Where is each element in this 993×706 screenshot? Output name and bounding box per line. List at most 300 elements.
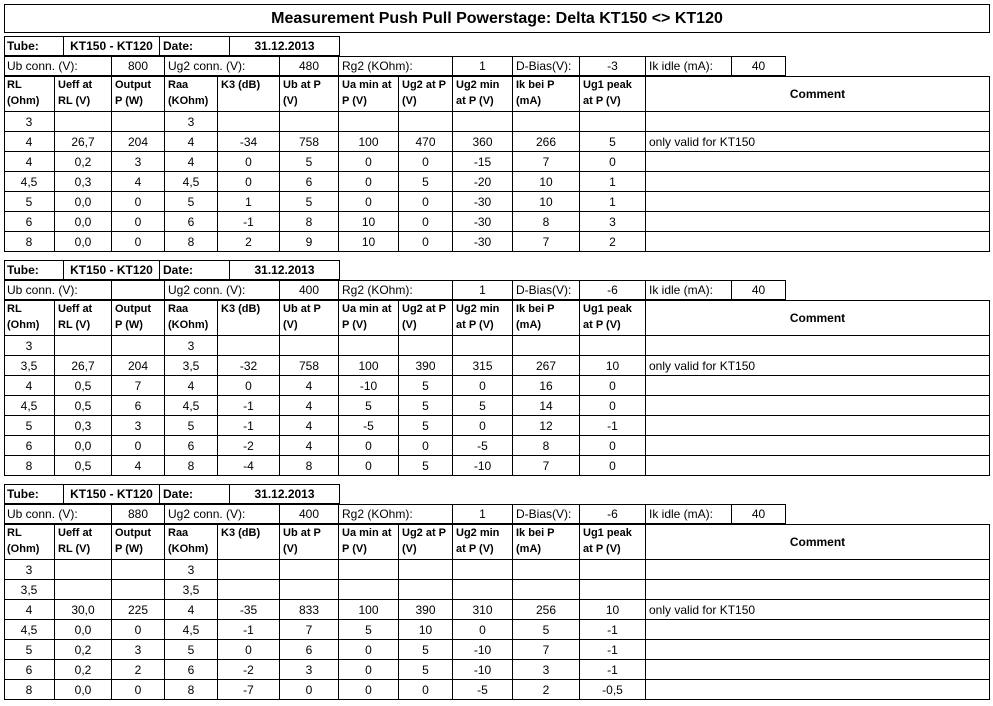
table-cell: 8 bbox=[513, 212, 580, 232]
table-cell: 2 bbox=[112, 660, 165, 680]
table-cell: 8 bbox=[165, 680, 218, 700]
column-header-line: (mA) bbox=[516, 319, 542, 331]
table-cell: -1 bbox=[218, 416, 280, 436]
column-header bbox=[339, 300, 399, 336]
table-cell: 6 bbox=[165, 436, 218, 456]
table-cell bbox=[112, 580, 165, 600]
column-header-line: (mA) bbox=[516, 95, 542, 107]
table-cell: 0 bbox=[112, 436, 165, 456]
comment-cell bbox=[646, 232, 990, 252]
column-header-line: Ik bei P bbox=[516, 303, 555, 315]
table-cell bbox=[55, 580, 112, 600]
table-cell bbox=[218, 336, 280, 356]
dbias-value: -6 bbox=[580, 280, 646, 300]
ik-idle-value: 40 bbox=[732, 56, 786, 76]
table-cell: 5 bbox=[453, 396, 513, 416]
column-header-line: (KOhm) bbox=[168, 319, 209, 331]
column-header-line: RL (V) bbox=[58, 543, 91, 555]
comment-cell bbox=[646, 456, 990, 476]
table-cell bbox=[399, 112, 453, 132]
table-cell: -10 bbox=[453, 640, 513, 660]
table-cell: -1 bbox=[580, 640, 646, 660]
table-cell: 3 bbox=[112, 152, 165, 172]
dbias-label: D-Bias(V): bbox=[513, 504, 580, 524]
column-header-line: Ug1 peak bbox=[583, 527, 632, 539]
table-cell: 0,2 bbox=[55, 660, 112, 680]
table-cell: 0 bbox=[218, 172, 280, 192]
table-cell: 310 bbox=[453, 600, 513, 620]
column-header bbox=[280, 524, 339, 560]
table-cell: 3 bbox=[513, 660, 580, 680]
table-cell: -1 bbox=[580, 416, 646, 436]
table-cell: 7 bbox=[112, 376, 165, 396]
column-header bbox=[218, 76, 280, 112]
comment-cell: only valid for KT150 bbox=[646, 600, 990, 620]
table-cell: 5 bbox=[165, 640, 218, 660]
table-cell: 833 bbox=[280, 600, 339, 620]
column-header-line: (V) bbox=[402, 95, 417, 107]
tube-value: KT150 - KT120 bbox=[64, 260, 160, 280]
table-cell: 5 bbox=[399, 376, 453, 396]
table-cell: 3 bbox=[165, 336, 218, 356]
table-cell: 6 bbox=[4, 436, 55, 456]
column-header bbox=[112, 300, 165, 336]
table-cell: -1 bbox=[580, 620, 646, 640]
table-cell: 0 bbox=[339, 456, 399, 476]
table-cell: 0,3 bbox=[55, 172, 112, 192]
table-cell bbox=[112, 336, 165, 356]
table-cell: 0,0 bbox=[55, 232, 112, 252]
table-cell: 0 bbox=[339, 172, 399, 192]
column-header-line: P (W) bbox=[115, 543, 143, 555]
table-cell: 0 bbox=[399, 212, 453, 232]
table-cell: -30 bbox=[453, 212, 513, 232]
column-header-line: P (W) bbox=[115, 95, 143, 107]
column-header-line: (KOhm) bbox=[168, 543, 209, 555]
table-cell bbox=[218, 560, 280, 580]
column-header-line: Ug2 min bbox=[456, 527, 500, 539]
table-cell: 5 bbox=[399, 456, 453, 476]
table-cell: 0 bbox=[453, 620, 513, 640]
table-cell: 0 bbox=[399, 232, 453, 252]
table-cell: 3 bbox=[4, 336, 55, 356]
table-cell: 0,2 bbox=[55, 152, 112, 172]
column-header bbox=[165, 300, 218, 336]
table-cell: -20 bbox=[453, 172, 513, 192]
column-header-line: K3 (dB) bbox=[221, 79, 261, 91]
tube-label: Tube: bbox=[4, 260, 64, 280]
tube-label: Tube: bbox=[4, 36, 64, 56]
column-header-line: at P (V) bbox=[456, 543, 494, 555]
table-cell: 390 bbox=[399, 600, 453, 620]
table-cell: 5 bbox=[513, 620, 580, 640]
comment-cell: only valid for KT150 bbox=[646, 356, 990, 376]
column-header-line: Ub at P bbox=[283, 79, 321, 91]
table-cell: 3 bbox=[4, 560, 55, 580]
column-header bbox=[339, 524, 399, 560]
table-cell bbox=[280, 560, 339, 580]
table-cell: 2 bbox=[513, 680, 580, 700]
column-header-line: Raa bbox=[168, 79, 189, 91]
table-cell: 470 bbox=[399, 132, 453, 152]
ub-conn-value: 880 bbox=[112, 504, 165, 524]
column-header bbox=[513, 524, 580, 560]
column-header bbox=[165, 76, 218, 112]
table-cell: 3,5 bbox=[165, 356, 218, 376]
table-cell: 100 bbox=[339, 356, 399, 376]
dbias-label: D-Bias(V): bbox=[513, 280, 580, 300]
column-header-line: P (V) bbox=[342, 319, 367, 331]
table-cell: 4 bbox=[4, 376, 55, 396]
comment-cell bbox=[646, 376, 990, 396]
table-cell bbox=[513, 112, 580, 132]
table-cell: 26,7 bbox=[55, 356, 112, 376]
table-cell: 0,5 bbox=[55, 456, 112, 476]
ug2-conn-value: 400 bbox=[280, 280, 339, 300]
table-cell: 5 bbox=[165, 192, 218, 212]
column-header-line: Ug1 peak bbox=[583, 303, 632, 315]
table-cell: 8 bbox=[513, 436, 580, 456]
table-cell: 4 bbox=[280, 436, 339, 456]
column-header-line: P (W) bbox=[115, 319, 143, 331]
table-cell: 100 bbox=[339, 600, 399, 620]
column-header-line: Ueff at bbox=[58, 303, 93, 315]
table-cell: 4 bbox=[112, 456, 165, 476]
table-cell bbox=[280, 580, 339, 600]
table-cell: 8 bbox=[165, 456, 218, 476]
tube-value: KT150 - KT120 bbox=[64, 36, 160, 56]
table-cell: -4 bbox=[218, 456, 280, 476]
table-cell: 204 bbox=[112, 356, 165, 376]
table-cell: -5 bbox=[453, 680, 513, 700]
table-cell: -30 bbox=[453, 232, 513, 252]
table-cell: 5 bbox=[4, 192, 55, 212]
column-header-line: RL (V) bbox=[58, 319, 91, 331]
column-header-line: K3 (dB) bbox=[221, 303, 261, 315]
table-cell: 315 bbox=[453, 356, 513, 376]
table-cell: 4 bbox=[4, 600, 55, 620]
comment-cell bbox=[646, 112, 990, 132]
column-header-line: Ug2 at P bbox=[402, 303, 447, 315]
table-cell: 0,0 bbox=[55, 620, 112, 640]
table-cell: 4,5 bbox=[4, 620, 55, 640]
comment-cell bbox=[646, 396, 990, 416]
column-header bbox=[453, 76, 513, 112]
table-cell: 10 bbox=[399, 620, 453, 640]
ik-idle-value: 40 bbox=[732, 504, 786, 524]
table-cell: 4 bbox=[280, 416, 339, 436]
column-header bbox=[55, 524, 112, 560]
table-cell: 10 bbox=[580, 600, 646, 620]
table-cell: 4 bbox=[4, 152, 55, 172]
column-header bbox=[399, 524, 453, 560]
column-header-line: Ueff at bbox=[58, 527, 93, 539]
column-header-line: Output bbox=[115, 527, 152, 539]
table-cell: -1 bbox=[580, 660, 646, 680]
column-header-line: (Ohm) bbox=[7, 319, 40, 331]
table-cell: 4 bbox=[165, 152, 218, 172]
table-cell: -5 bbox=[339, 416, 399, 436]
table-cell: 5 bbox=[399, 172, 453, 192]
table-cell bbox=[339, 112, 399, 132]
table-cell: 225 bbox=[112, 600, 165, 620]
column-header-line: K3 (dB) bbox=[221, 527, 261, 539]
table-cell: 0 bbox=[112, 620, 165, 640]
ik-idle-label: Ik idle (mA): bbox=[646, 280, 732, 300]
table-cell: 5 bbox=[399, 396, 453, 416]
column-header-line: (KOhm) bbox=[168, 95, 209, 107]
ug2-conn-label: Ug2 conn. (V): bbox=[165, 56, 280, 76]
column-header bbox=[513, 76, 580, 112]
rg2-value: 1 bbox=[453, 504, 513, 524]
table-cell: 1 bbox=[580, 172, 646, 192]
table-cell: 0 bbox=[112, 192, 165, 212]
column-header-line: at P (V) bbox=[456, 95, 494, 107]
table-cell: 8 bbox=[4, 456, 55, 476]
table-cell: 5 bbox=[4, 416, 55, 436]
ug2-conn-label: Ug2 conn. (V): bbox=[165, 280, 280, 300]
column-header bbox=[4, 76, 55, 112]
table-cell: 7 bbox=[513, 640, 580, 660]
table-cell: 3 bbox=[4, 112, 55, 132]
table-cell: -1 bbox=[218, 396, 280, 416]
date-label: Date: bbox=[160, 36, 230, 56]
column-header bbox=[453, 300, 513, 336]
column-header-line: Ug2 at P bbox=[402, 79, 447, 91]
table-cell: 758 bbox=[280, 132, 339, 152]
table-cell: 10 bbox=[339, 232, 399, 252]
comment-cell bbox=[646, 212, 990, 232]
table-cell: 5 bbox=[280, 192, 339, 212]
comment-cell bbox=[646, 560, 990, 580]
table-cell: -34 bbox=[218, 132, 280, 152]
comment-cell bbox=[646, 640, 990, 660]
column-header-line: (V) bbox=[402, 319, 417, 331]
table-cell: -10 bbox=[453, 660, 513, 680]
column-header bbox=[399, 300, 453, 336]
table-cell: 6 bbox=[4, 660, 55, 680]
table-cell: 6 bbox=[280, 172, 339, 192]
column-header bbox=[165, 524, 218, 560]
comment-header: Comment bbox=[646, 300, 990, 336]
table-cell: 3 bbox=[280, 660, 339, 680]
dbias-value: -6 bbox=[580, 504, 646, 524]
column-header bbox=[580, 300, 646, 336]
column-header-line: (Ohm) bbox=[7, 543, 40, 555]
table-cell: 5 bbox=[339, 396, 399, 416]
column-header bbox=[399, 76, 453, 112]
table-cell: 10 bbox=[580, 356, 646, 376]
table-cell: 0 bbox=[339, 436, 399, 456]
table-cell: 7 bbox=[513, 456, 580, 476]
table-cell: 5 bbox=[4, 640, 55, 660]
table-cell: -32 bbox=[218, 356, 280, 376]
table-cell: 204 bbox=[112, 132, 165, 152]
date-value: 31.12.2013 bbox=[230, 36, 340, 56]
comment-cell bbox=[646, 192, 990, 212]
table-cell: 0 bbox=[580, 396, 646, 416]
table-cell bbox=[280, 112, 339, 132]
rg2-label: Rg2 (KOhm): bbox=[339, 504, 453, 524]
table-cell: 4,5 bbox=[165, 620, 218, 640]
table-cell bbox=[339, 560, 399, 580]
table-cell: 5 bbox=[399, 660, 453, 680]
ug2-conn-value: 400 bbox=[280, 504, 339, 524]
table-cell bbox=[112, 112, 165, 132]
comment-cell bbox=[646, 620, 990, 640]
table-cell: 0 bbox=[112, 680, 165, 700]
table-cell: 7 bbox=[513, 152, 580, 172]
table-cell: -1 bbox=[218, 620, 280, 640]
table-cell: 0,5 bbox=[55, 376, 112, 396]
column-header-line: at P (V) bbox=[583, 319, 621, 331]
table-cell: 360 bbox=[453, 132, 513, 152]
table-cell: 3 bbox=[112, 416, 165, 436]
table-cell: 0 bbox=[339, 152, 399, 172]
table-cell: -35 bbox=[218, 600, 280, 620]
table-cell: -10 bbox=[339, 376, 399, 396]
comment-cell bbox=[646, 416, 990, 436]
table-cell: 100 bbox=[339, 132, 399, 152]
table-cell: 266 bbox=[513, 132, 580, 152]
column-header-line: Ik bei P bbox=[516, 527, 555, 539]
comment-cell bbox=[646, 436, 990, 456]
column-header-line: P (V) bbox=[342, 543, 367, 555]
column-header-line: RL bbox=[7, 303, 22, 315]
table-cell bbox=[580, 112, 646, 132]
table-cell: 256 bbox=[513, 600, 580, 620]
table-cell: 0 bbox=[339, 192, 399, 212]
table-cell bbox=[453, 112, 513, 132]
comment-cell bbox=[646, 660, 990, 680]
table-cell bbox=[399, 336, 453, 356]
table-cell bbox=[453, 580, 513, 600]
table-cell: 0,0 bbox=[55, 192, 112, 212]
table-cell: 0 bbox=[580, 376, 646, 396]
table-cell: 1 bbox=[218, 192, 280, 212]
column-header bbox=[580, 76, 646, 112]
ug2-conn-label: Ug2 conn. (V): bbox=[165, 504, 280, 524]
table-cell: 4,5 bbox=[4, 172, 55, 192]
tube-label: Tube: bbox=[4, 484, 64, 504]
table-cell: 0,5 bbox=[55, 396, 112, 416]
table-cell: 0 bbox=[218, 640, 280, 660]
column-header bbox=[280, 300, 339, 336]
column-header bbox=[280, 76, 339, 112]
ub-conn-label: Ub conn. (V): bbox=[4, 280, 112, 300]
table-cell: -15 bbox=[453, 152, 513, 172]
column-header-line: P (V) bbox=[342, 95, 367, 107]
table-cell: -10 bbox=[453, 456, 513, 476]
page-title: Measurement Push Pull Powerstage: Delta KT150 <> KT120 bbox=[4, 4, 990, 33]
table-cell: 9 bbox=[280, 232, 339, 252]
table-cell: 0 bbox=[218, 152, 280, 172]
column-header-line: Ua min at bbox=[342, 79, 392, 91]
comment-cell bbox=[646, 680, 990, 700]
table-cell: 8 bbox=[165, 232, 218, 252]
column-header-line: (Ohm) bbox=[7, 95, 40, 107]
column-header-line: Output bbox=[115, 79, 152, 91]
table-cell: 3,5 bbox=[165, 580, 218, 600]
table-cell: 26,7 bbox=[55, 132, 112, 152]
column-header bbox=[339, 76, 399, 112]
column-header bbox=[55, 300, 112, 336]
dbias-value: -3 bbox=[580, 56, 646, 76]
column-header-line: Ua min at bbox=[342, 303, 392, 315]
table-cell: 0,0 bbox=[55, 436, 112, 456]
table-cell bbox=[513, 560, 580, 580]
table-cell: 0 bbox=[399, 436, 453, 456]
comment-header: Comment bbox=[646, 524, 990, 560]
table-cell: 758 bbox=[280, 356, 339, 376]
ik-idle-label: Ik idle (mA): bbox=[646, 56, 732, 76]
table-cell: 0 bbox=[580, 436, 646, 456]
column-header-line: (mA) bbox=[516, 543, 542, 555]
table-cell: 267 bbox=[513, 356, 580, 376]
column-header bbox=[580, 524, 646, 560]
table-cell: 0,3 bbox=[55, 416, 112, 436]
column-header-line: Ueff at bbox=[58, 79, 93, 91]
column-header-line: at P (V) bbox=[456, 319, 494, 331]
table-cell bbox=[580, 560, 646, 580]
table-cell: 14 bbox=[513, 396, 580, 416]
table-cell: 1 bbox=[580, 192, 646, 212]
table-cell: 4,5 bbox=[165, 172, 218, 192]
column-header-line: Ua min at bbox=[342, 527, 392, 539]
column-header-line: Raa bbox=[168, 527, 189, 539]
table-cell: 5 bbox=[580, 132, 646, 152]
column-header bbox=[218, 524, 280, 560]
ik-idle-label: Ik idle (mA): bbox=[646, 504, 732, 524]
table-cell: 3,5 bbox=[4, 356, 55, 376]
column-header bbox=[4, 300, 55, 336]
table-cell: 4 bbox=[4, 132, 55, 152]
column-header-line: (V) bbox=[283, 543, 298, 555]
table-cell: 390 bbox=[399, 356, 453, 376]
table-cell: 3,5 bbox=[4, 580, 55, 600]
table-cell: 0 bbox=[453, 376, 513, 396]
column-header bbox=[55, 76, 112, 112]
comment-cell bbox=[646, 172, 990, 192]
table-cell bbox=[339, 336, 399, 356]
table-cell: 4 bbox=[112, 172, 165, 192]
table-cell: 2 bbox=[580, 232, 646, 252]
ub-conn-value bbox=[112, 280, 165, 300]
table-cell bbox=[580, 580, 646, 600]
date-label: Date: bbox=[160, 484, 230, 504]
table-cell bbox=[453, 336, 513, 356]
table-cell: -1 bbox=[218, 212, 280, 232]
table-cell bbox=[55, 112, 112, 132]
column-header-line: RL (V) bbox=[58, 95, 91, 107]
table-cell: 16 bbox=[513, 376, 580, 396]
table-cell: 0,0 bbox=[55, 212, 112, 232]
table-cell: -7 bbox=[218, 680, 280, 700]
date-label: Date: bbox=[160, 260, 230, 280]
date-value: 31.12.2013 bbox=[230, 260, 340, 280]
table-cell: 4 bbox=[280, 376, 339, 396]
table-cell: 0 bbox=[218, 376, 280, 396]
table-cell: 0 bbox=[339, 640, 399, 660]
column-header-line: Output bbox=[115, 303, 152, 315]
table-cell: -5 bbox=[453, 436, 513, 456]
table-cell: 3 bbox=[580, 212, 646, 232]
comment-cell bbox=[646, 580, 990, 600]
table-cell: 12 bbox=[513, 416, 580, 436]
table-cell: -2 bbox=[218, 436, 280, 456]
table-cell: 8 bbox=[280, 212, 339, 232]
column-header bbox=[4, 524, 55, 560]
